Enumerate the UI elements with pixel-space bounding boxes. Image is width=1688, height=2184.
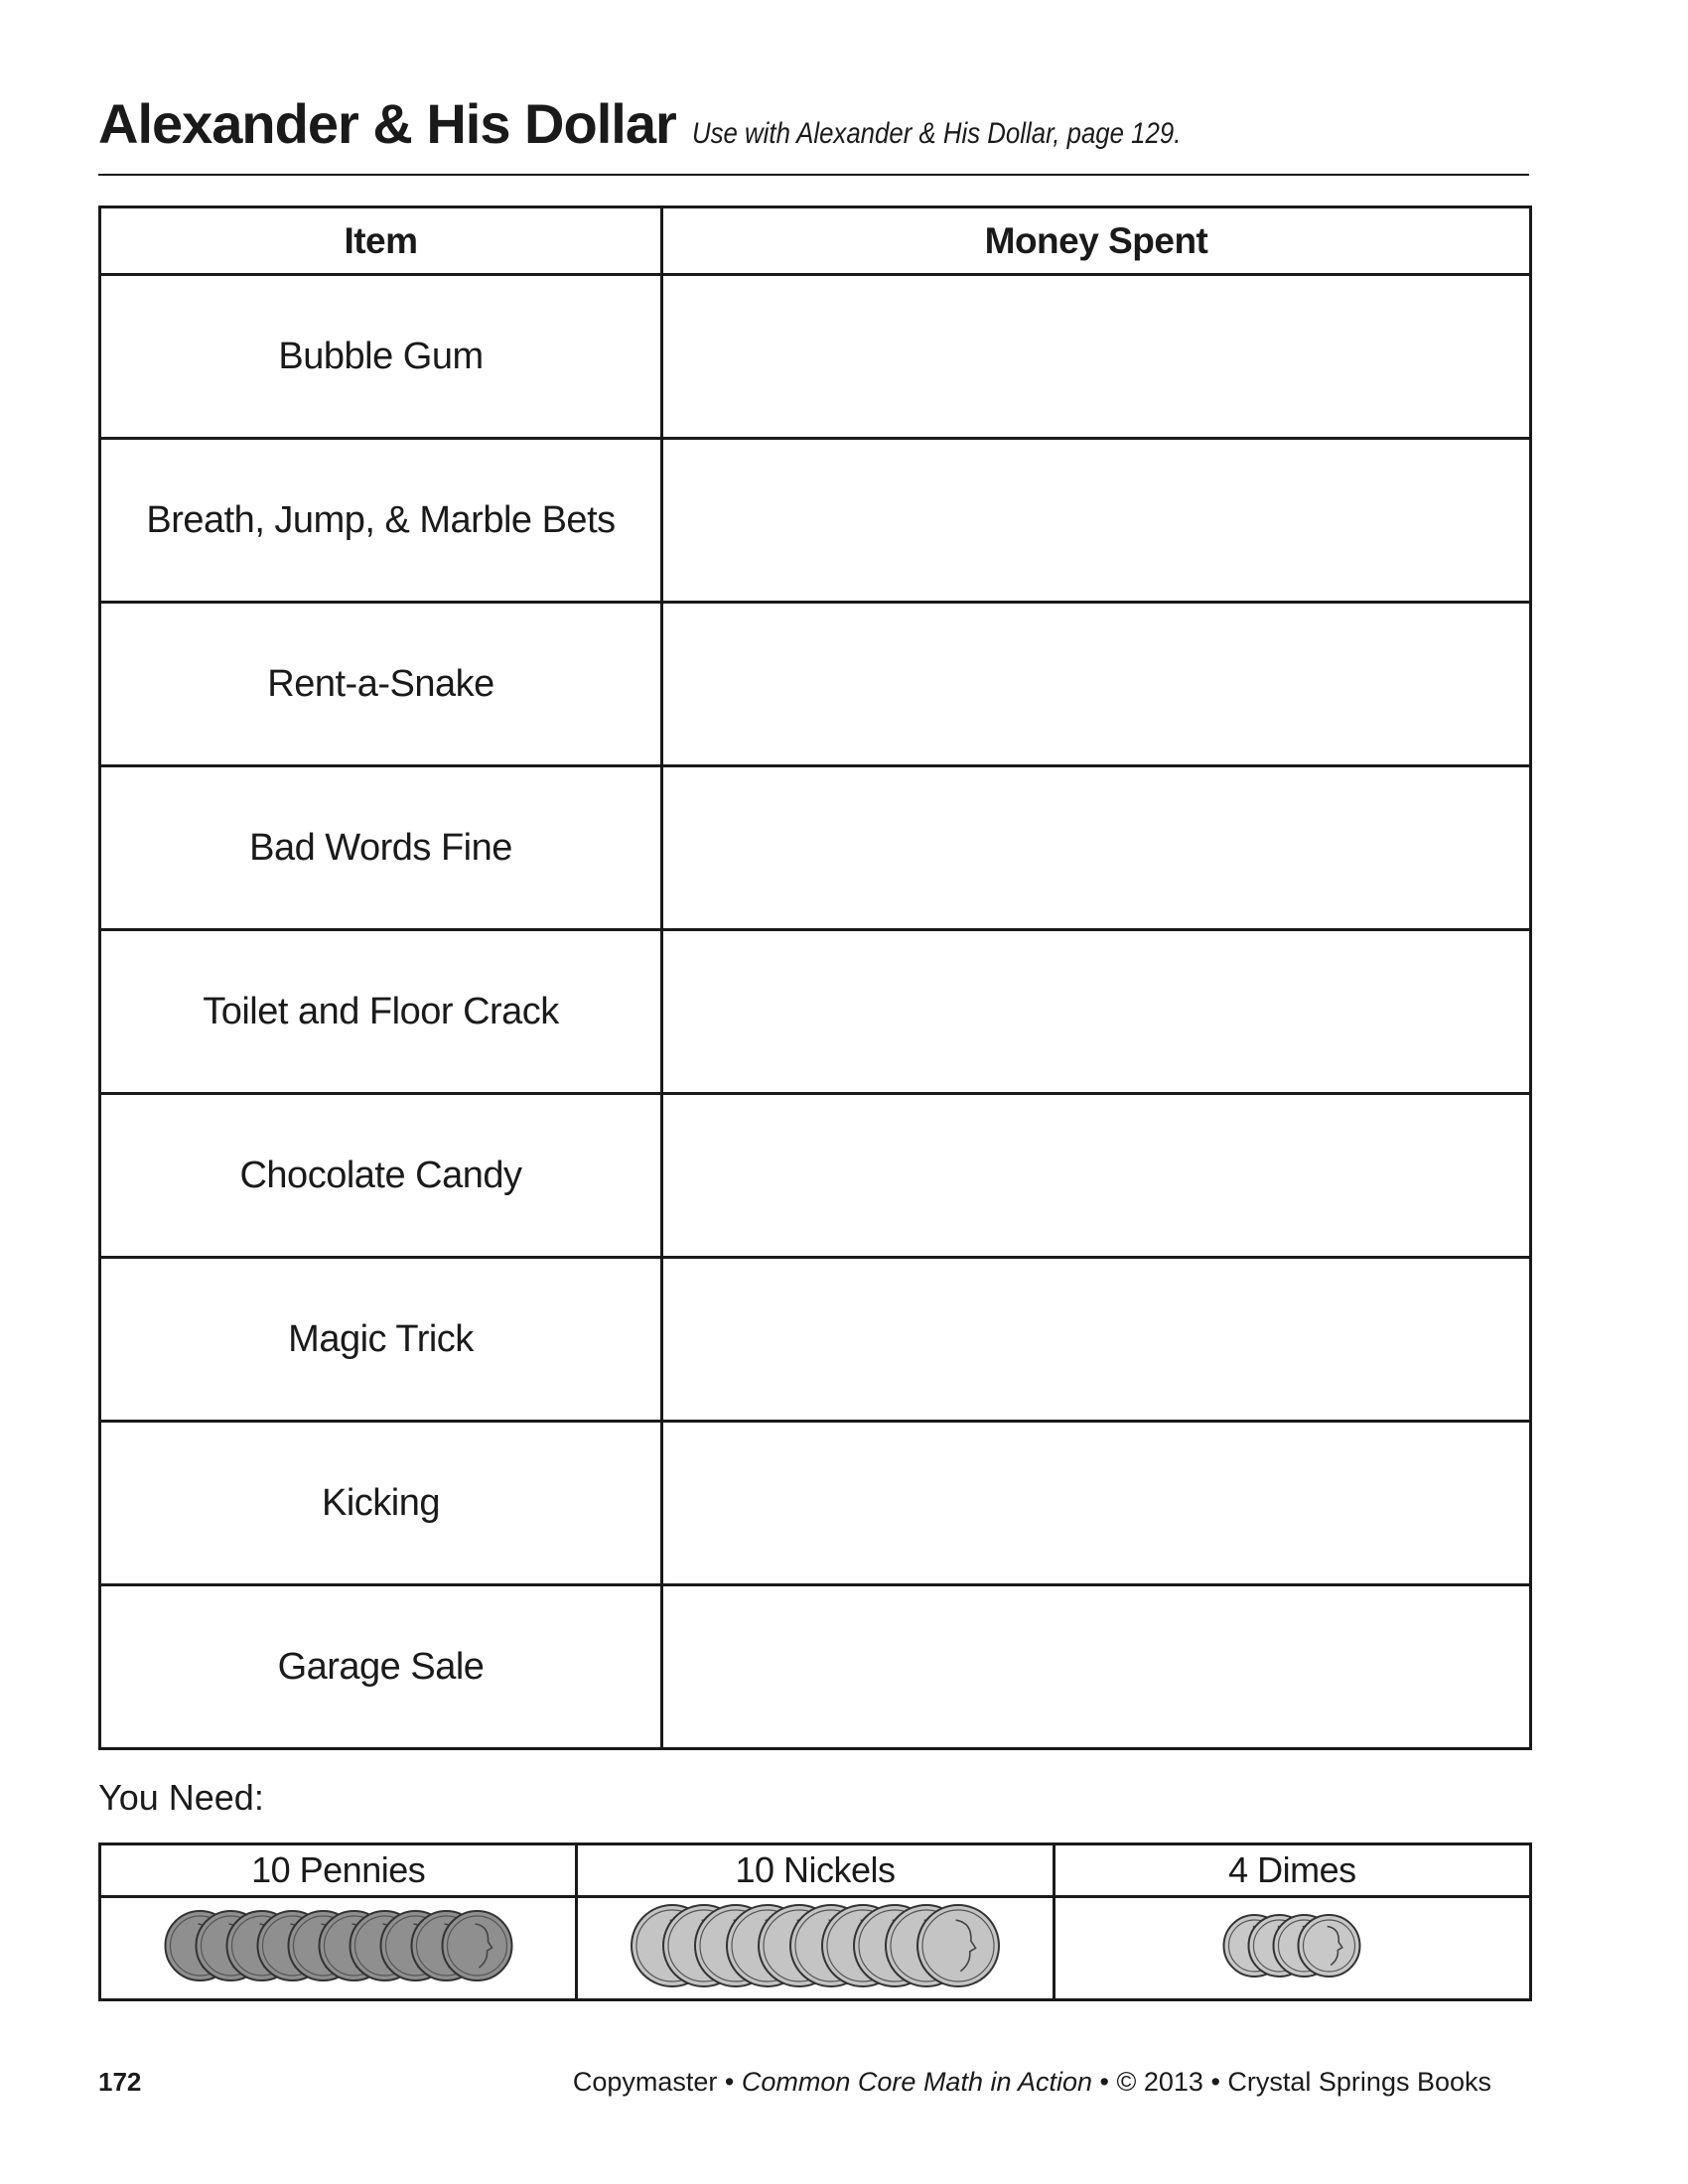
nickels-label: 10 Nickels	[577, 1844, 1054, 1897]
pennies-cell	[100, 1897, 577, 2000]
money-spent-cell[interactable]	[662, 930, 1531, 1094]
footer-credit	[573, 2067, 1491, 2098]
money-spent-cell[interactable]	[662, 1258, 1531, 1422]
nickels-stack-icon	[582, 1898, 1049, 1993]
column-header-money-spent: Money Spent	[662, 207, 1531, 275]
table-header-row	[100, 207, 1531, 275]
item-cell: Chocolate Candy	[100, 1094, 662, 1258]
item-cell: Bad Words Fine	[100, 766, 662, 930]
dime-coin-icon	[1299, 1915, 1360, 1977]
table-row	[100, 439, 1531, 603]
money-spent-cell[interactable]	[662, 1585, 1531, 1749]
dimes-label: 4 Dimes	[1054, 1844, 1530, 1897]
column-header-item: Item	[100, 207, 662, 275]
footer-book-title: Common Core Math in Action	[741, 2067, 1093, 2097]
materials-header-row	[100, 1844, 1531, 1897]
penny-coin-icon	[442, 1911, 511, 1980]
spending-table	[98, 205, 1532, 1750]
money-spent-cell[interactable]	[662, 766, 1531, 930]
page-title: Alexander & His Dollar	[98, 92, 676, 155]
header-rule	[98, 174, 1529, 176]
dimes-cell	[1054, 1897, 1530, 2000]
materials-table	[98, 1843, 1532, 2001]
page-number: 172	[98, 2067, 142, 2097]
pennies-stack-icon	[105, 1898, 572, 1993]
money-spent-cell[interactable]	[662, 603, 1531, 766]
item-cell: Kicking	[100, 1422, 662, 1585]
materials-art-row	[100, 1897, 1531, 2000]
table-row	[100, 1422, 1531, 1585]
item-cell: Magic Trick	[100, 1258, 662, 1422]
you-need-label: You Need:	[98, 1777, 264, 1818]
table-row	[100, 1585, 1531, 1749]
nickels-cell	[577, 1897, 1054, 2000]
money-spent-cell[interactable]	[662, 1422, 1531, 1585]
pennies-label: 10 Pennies	[100, 1844, 577, 1897]
money-spent-cell[interactable]	[662, 275, 1531, 439]
table-row	[100, 766, 1531, 930]
footer-credit-prefix: Copymaster •	[572, 2067, 742, 2097]
item-cell: Breath, Jump, & Marble Bets	[100, 439, 662, 603]
item-cell: Garage Sale	[100, 1585, 662, 1749]
nickel-coin-icon	[917, 1905, 999, 1986]
money-spent-cell[interactable]	[662, 1094, 1531, 1258]
table-row	[100, 1094, 1531, 1258]
page-header	[98, 91, 1528, 156]
page-subtitle: Use with Alexander & His Dollar, page 129.	[691, 117, 1182, 150]
money-spent-cell[interactable]	[662, 439, 1531, 603]
item-cell: Bubble Gum	[100, 275, 662, 439]
table-row	[100, 1258, 1531, 1422]
table-row	[100, 930, 1531, 1094]
table-row	[100, 603, 1531, 766]
footer-credit-suffix: • © 2013 • Crystal Springs Books	[1092, 2067, 1491, 2097]
dimes-stack-icon	[1058, 1898, 1525, 1993]
item-cell: Rent-a-Snake	[100, 603, 662, 766]
table-row	[100, 275, 1531, 439]
item-cell: Toilet and Floor Crack	[100, 930, 662, 1094]
